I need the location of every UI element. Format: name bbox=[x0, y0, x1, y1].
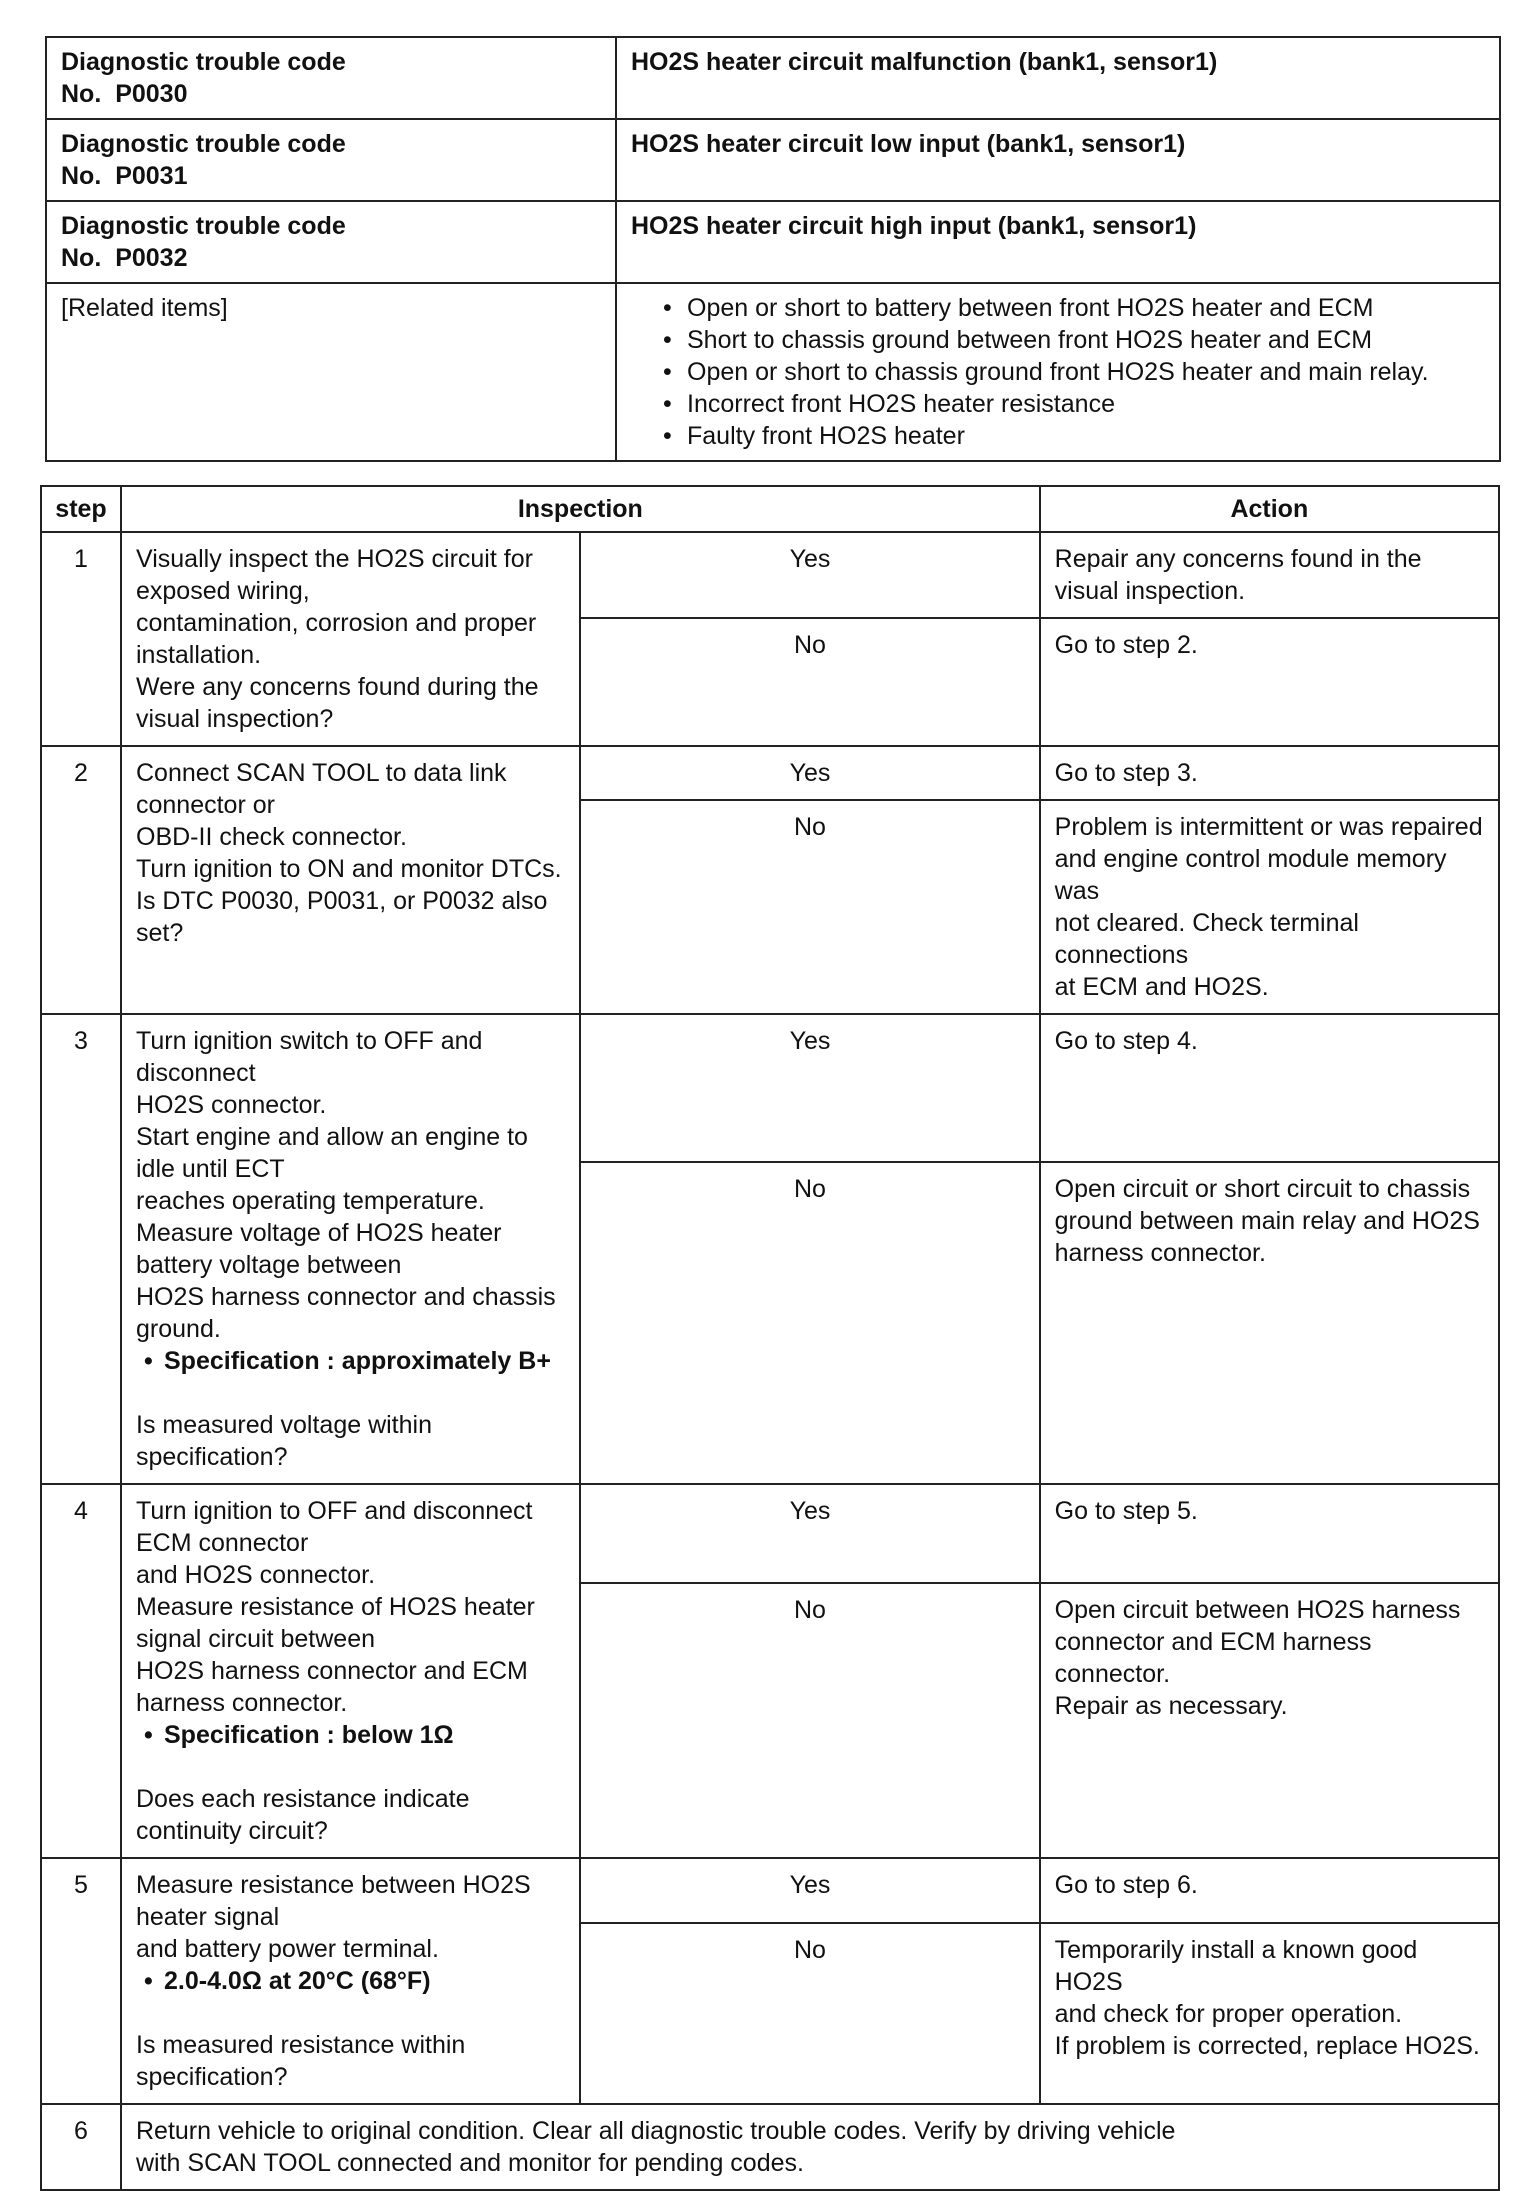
related-items-label: [Related items] bbox=[46, 283, 616, 461]
no-label: No bbox=[580, 1162, 1039, 1484]
no-action bbox=[1040, 1583, 1499, 1858]
inspection-line: Turn ignition to ON and monitor DTCs. bbox=[136, 855, 562, 883]
action-line: Temporarily install a known good HO2S bbox=[1054, 1936, 1418, 1997]
inspection-question: Is measured voltage within specification? bbox=[136, 1411, 432, 1471]
action-line: Go to step 4. bbox=[1054, 1027, 1198, 1055]
no-action bbox=[1040, 800, 1499, 1014]
dtc-label: Diagnostic trouble code bbox=[61, 130, 346, 158]
step-number: 2 bbox=[41, 746, 121, 1014]
specification: • Specification : approximately B+ bbox=[136, 1345, 569, 1377]
step-row bbox=[41, 1484, 1499, 1583]
step-inspection bbox=[121, 1858, 580, 2104]
steps-header-row bbox=[41, 486, 1499, 532]
action-line: If problem is corrected, replace HO2S. bbox=[1054, 2032, 1480, 2061]
step-inspection bbox=[121, 1014, 580, 1484]
step-row bbox=[41, 532, 1499, 618]
header-step: step bbox=[41, 486, 121, 532]
step-row bbox=[41, 1014, 1499, 1162]
inspection-line: Is DTC P0030, P0031, or P0032 also set? bbox=[136, 887, 548, 947]
inspection-line: and battery power terminal. bbox=[136, 1935, 439, 1963]
dtc-row bbox=[46, 201, 1500, 283]
step-number: 3 bbox=[41, 1014, 121, 1484]
step-row bbox=[41, 746, 1499, 800]
no-label: No bbox=[580, 800, 1039, 1014]
inspection-line: HO2S connector. bbox=[136, 1091, 327, 1119]
step-row bbox=[41, 1858, 1499, 1923]
step-number: 5 bbox=[41, 1858, 121, 2104]
related-item: • Faulty front HO2S heater bbox=[659, 420, 1485, 452]
inspection-line: Visually inspect the HO2S circuit for exposed wiring, bbox=[136, 545, 533, 605]
dtc-description: HO2S heater circuit high input (bank1, sensor1) bbox=[616, 201, 1500, 283]
yes-label: Yes bbox=[580, 746, 1039, 800]
inspection-question: Does each resistance indicate continuity circuit? bbox=[136, 1785, 470, 1845]
action-line: Go to step 6. bbox=[1054, 1871, 1198, 1899]
no-label: No bbox=[580, 1583, 1039, 1858]
no-action bbox=[1040, 1923, 1499, 2104]
step-inspection bbox=[121, 532, 580, 746]
dtc-no-prefix: No. bbox=[61, 162, 102, 190]
action-line: Repair any concerns found in the bbox=[1054, 545, 1422, 573]
inspection-line: Turn ignition switch to OFF and disconnect bbox=[136, 1027, 483, 1087]
dtc-code-cell bbox=[46, 119, 616, 201]
action-line: and engine control module memory was bbox=[1054, 845, 1447, 905]
step-inspection bbox=[121, 1484, 580, 1858]
step-full-text bbox=[121, 2104, 1499, 2190]
inspection-line: HO2S harness connector and chassis ground. bbox=[136, 1283, 556, 1343]
full-text-line: Return vehicle to original condition. Clear all diagnostic trouble codes. Verify by driving vehicle bbox=[136, 2117, 1176, 2145]
dtc-description: HO2S heater circuit low input (bank1, sensor1) bbox=[616, 119, 1500, 201]
dtc-label: Diagnostic trouble code bbox=[61, 48, 346, 76]
action-line: connector and ECM harness connector. bbox=[1054, 1628, 1372, 1688]
inspection-line: Turn ignition to OFF and disconnect ECM connector bbox=[136, 1497, 533, 1557]
action-line: Go to step 3. bbox=[1054, 759, 1198, 787]
dtc-row bbox=[46, 37, 1500, 119]
yes-label: Yes bbox=[580, 1858, 1039, 1923]
action-line: ground between main relay and HO2S bbox=[1054, 1206, 1480, 1235]
full-text-line: with SCAN TOOL connected and monitor for pending codes. bbox=[136, 2149, 804, 2177]
dtc-no-prefix: No. bbox=[61, 244, 102, 272]
action-line: and check for proper operation. bbox=[1054, 2000, 1403, 2029]
step-number: 1 bbox=[41, 532, 121, 746]
inspection-line: contamination, corrosion and proper installation. bbox=[136, 609, 537, 669]
inspection-line: Measure resistance between HO2S heater signal bbox=[136, 1871, 531, 1931]
yes-action bbox=[1040, 746, 1499, 800]
inspection-steps-table bbox=[40, 485, 1500, 2191]
related-item: • Open or short to chassis ground front HO2S heater and main relay. bbox=[659, 356, 1485, 388]
dtc-code-cell bbox=[46, 37, 616, 119]
action-line: Repair as necessary. bbox=[1054, 1692, 1288, 1720]
yes-label: Yes bbox=[580, 1014, 1039, 1162]
no-label: No bbox=[580, 1923, 1039, 2104]
inspection-line: and HO2S connector. bbox=[136, 1561, 376, 1589]
related-items-row bbox=[46, 283, 1500, 461]
inspection-line: Measure voltage of HO2S heater battery voltage between bbox=[136, 1219, 502, 1279]
action-line: Open circuit or short circuit to chassis bbox=[1054, 1174, 1471, 1203]
action-line: at ECM and HO2S. bbox=[1054, 973, 1269, 1001]
dtc-table bbox=[45, 36, 1501, 462]
inspection-question: Is measured resistance within specification? bbox=[136, 2031, 466, 2091]
yes-action bbox=[1040, 532, 1499, 618]
yes-label: Yes bbox=[580, 532, 1039, 618]
action-line: Problem is intermittent or was repaired bbox=[1054, 813, 1483, 841]
action-line: visual inspection. bbox=[1054, 577, 1246, 605]
inspection-line: HO2S harness connector and ECM harness connector. bbox=[136, 1657, 528, 1717]
inspection-line: OBD-II check connector. bbox=[136, 823, 407, 851]
step-inspection bbox=[121, 746, 580, 1014]
related-item: • Open or short to battery between front HO2S heater and ECM bbox=[659, 292, 1485, 324]
inspection-line: reaches operating temperature. bbox=[136, 1187, 485, 1215]
dtc-code-cell bbox=[46, 201, 616, 283]
action-line: Go to step 5. bbox=[1054, 1497, 1198, 1525]
step-row bbox=[41, 2104, 1499, 2190]
dtc-code: P0031 bbox=[115, 162, 188, 190]
step-number: 4 bbox=[41, 1484, 121, 1858]
related-item: • Short to chassis ground between front HO2S heater and ECM bbox=[659, 324, 1485, 356]
no-label: No bbox=[580, 618, 1039, 746]
no-action bbox=[1040, 1162, 1499, 1484]
related-item: • Incorrect front HO2S heater resistance bbox=[659, 388, 1485, 420]
header-action: Action bbox=[1040, 486, 1499, 532]
step-number: 6 bbox=[41, 2104, 121, 2190]
inspection-line: Were any concerns found during the visual inspection? bbox=[136, 673, 539, 733]
yes-action bbox=[1040, 1858, 1499, 1923]
dtc-code: P0032 bbox=[115, 244, 188, 272]
specification: • 2.0-4.0Ω at 20°C (68°F) bbox=[136, 1965, 569, 1997]
dtc-row bbox=[46, 119, 1500, 201]
inspection-line: Start engine and allow an engine to idle until ECT bbox=[136, 1123, 528, 1183]
yes-label: Yes bbox=[580, 1484, 1039, 1583]
dtc-no-prefix: No. bbox=[61, 80, 102, 108]
dtc-label: Diagnostic trouble code bbox=[61, 212, 346, 240]
no-action bbox=[1040, 618, 1499, 746]
yes-action bbox=[1040, 1484, 1499, 1583]
action-line: Open circuit between HO2S harness bbox=[1054, 1596, 1461, 1624]
dtc-code: P0030 bbox=[115, 80, 188, 108]
dtc-description: HO2S heater circuit malfunction (bank1, sensor1) bbox=[616, 37, 1500, 119]
yes-action bbox=[1040, 1014, 1499, 1162]
related-items-list bbox=[631, 292, 1485, 452]
inspection-line: Connect SCAN TOOL to data link connector or bbox=[136, 759, 507, 819]
related-items-cell bbox=[616, 283, 1500, 461]
action-line: Go to step 2. bbox=[1054, 631, 1198, 659]
action-line: harness connector. bbox=[1054, 1238, 1266, 1267]
action-line: not cleared. Check terminal connections bbox=[1054, 909, 1359, 969]
inspection-line: Measure resistance of HO2S heater signal circuit between bbox=[136, 1593, 535, 1653]
header-inspection: Inspection bbox=[121, 486, 1040, 532]
specification: • Specification : below 1Ω bbox=[136, 1719, 569, 1751]
